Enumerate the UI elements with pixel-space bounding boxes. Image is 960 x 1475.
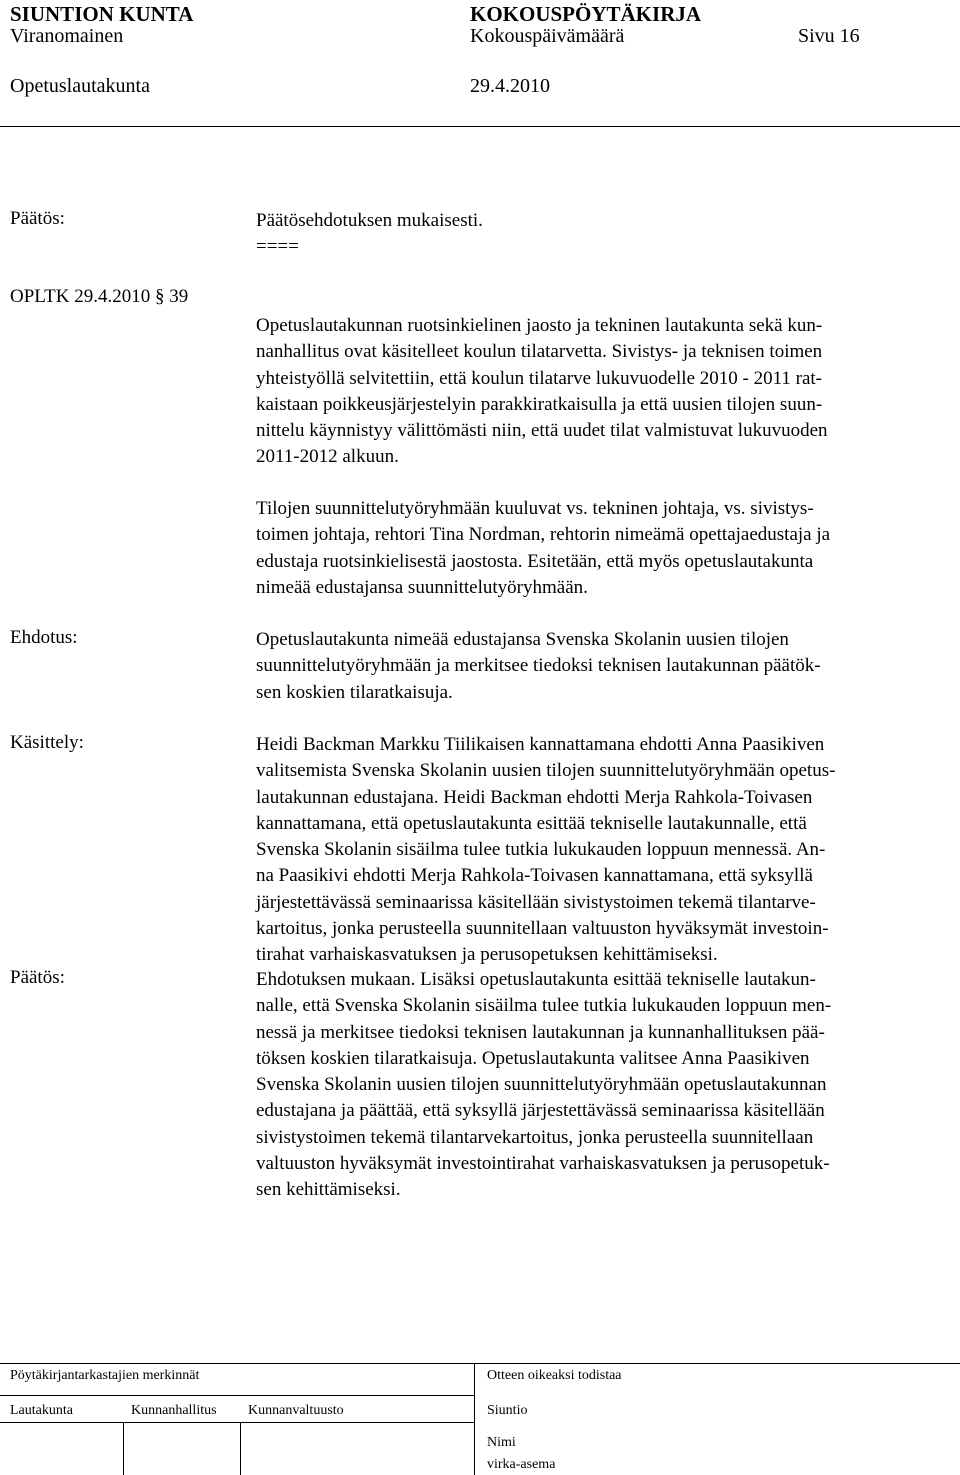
authority-label: Viranomainen	[10, 25, 124, 47]
text-line: sivistystoimen tekemä tilantarvekartoitus, jonka perusteella suunnitellaan	[256, 1126, 814, 1148]
proposal-text	[256, 627, 946, 706]
title-label: virka-asema	[487, 1457, 556, 1472]
text-line: Päätösehdotuksen mukaisesti.	[256, 210, 483, 231]
text-line: tirahat varhaiskasvatuksen ja perusopetuksen kehittämiseksi.	[256, 944, 718, 966]
working-group-paragraph	[256, 496, 946, 601]
text-line: järjestettävässä seminaarissa käsitellään sivistystoimen tekemä tilantarve-	[256, 891, 816, 913]
header-rule	[0, 126, 960, 127]
footer-top-rule	[0, 1363, 960, 1364]
text-line: lautakunnan edustajana. Heidi Backman ehdotti Merja Rahkola-Toivasen	[256, 786, 813, 808]
text-line: Ehdotuksen mukaan. Lisäksi opetuslautakunta esittää tekniselle lautakun-	[256, 969, 816, 990]
body-municipal-government: Kunnanhallitus	[131, 1403, 217, 1418]
final-decision-label: Päätös:	[10, 967, 65, 988]
handling-label: Käsittely:	[10, 732, 84, 753]
footer-col-rule-1	[123, 1422, 124, 1475]
text-line: nittelu käynnistyy välittömästi niin, että uudet tilat valmistuvat lukuvuoden	[256, 420, 828, 442]
text-line: Svenska Skolanin sisäilma tulee tutkia lukukauden loppuun mennessä. An-	[256, 839, 826, 861]
text-line: yhteistyöllä selvitettiin, että koulun tilatarve lukuvuodelle 2010 - 2011 rat-	[256, 367, 823, 389]
decision-text	[256, 208, 946, 261]
place-label: Siuntio	[487, 1403, 528, 1418]
text-line: edustajana ja päättää, että syksyllä järjestettävässä seminaarissa käsitellään	[256, 1100, 825, 1122]
text-line: kannattamana, että opetuslautakunta esittää tekniselle lautakunnalle, että	[256, 812, 807, 834]
section-reference: OPLTK 29.4.2010 § 39	[10, 286, 189, 307]
text-line: ====	[256, 236, 299, 258]
text-line: na Paasikivi ehdotti Merja Rahkola-Toivasen kannattamana, että syksyllä	[256, 865, 813, 887]
page-number: Sivu 16	[798, 25, 860, 47]
text-line: Opetuslautakunta nimeää edustajansa Svenska Skolanin uusien tilojen	[256, 629, 789, 650]
text-line: edustaja ruotsinkielisestä jaostosta. Esitetään, että myös opetuslautakunta	[256, 550, 814, 572]
text-line: toimen johtaja, rehtori Tina Nordman, rehtorin nimeämä opettajaedustaja ja	[256, 524, 831, 546]
footer-divider	[474, 1363, 475, 1475]
authority-name: Opetuslautakunta	[10, 75, 150, 97]
text-line: nalle, että Svenska Skolanin sisäilma tulee tutkia lukukauden loppuun men-	[256, 995, 832, 1017]
text-line: nimeää edustajansa suunnittelutyöryhmään.	[256, 576, 588, 598]
body-board: Lautakunta	[10, 1403, 73, 1418]
text-line: kaistaan poikkeusjärjestelyin parakkiratkaisulla ja että uusien tilojen suun-	[256, 393, 823, 415]
text-line: nessä ja merkitsee tiedoksi teknisen lautakunnan ja kunnanhallituksen pää-	[256, 1021, 825, 1043]
footer-col-rule-2	[240, 1422, 241, 1475]
text-line: Heidi Backman Markku Tiilikaisen kannattamana ehdotti Anna Paasikiven	[256, 734, 825, 755]
text-line: Tilojen suunnittelutyöryhmään kuuluvat vs. tekninen johtaja, vs. sivistys-	[256, 498, 814, 519]
body-municipal-council: Kunnanvaltuusto	[248, 1403, 344, 1418]
text-line: 2011-2012 alkuun.	[256, 446, 399, 468]
text-line: valtuuston hyväksymät investointirahat varhaiskasvatuksen ja perusopetuk-	[256, 1153, 830, 1175]
municipality-name: SIUNTION KUNTA	[10, 2, 194, 26]
background-paragraph	[256, 313, 946, 471]
meeting-date: 29.4.2010	[470, 75, 550, 97]
handling-text	[256, 732, 946, 969]
text-line: Svenska Skolanin uusien tilojen suunnittelutyöryhmään opetuslautakunnan	[256, 1074, 827, 1096]
decision-label: Päätös:	[10, 208, 65, 229]
certified-label: Otteen oikeaksi todistaa	[487, 1368, 622, 1383]
proposal-label: Ehdotus:	[10, 627, 78, 648]
text-line: Opetuslautakunnan ruotsinkielinen jaosto ja tekninen lautakunta sekä kun-	[256, 315, 823, 336]
text-line: töksen koskien tilaratkaisuja. Opetuslautakunta valitsee Anna Paasikiven	[256, 1047, 810, 1069]
text-line: sen kehittämiseksi.	[256, 1179, 401, 1201]
text-line: valitsemista Svenska Skolanin uusien tilojen suunnittelutyöryhmään opetus-	[256, 760, 836, 782]
text-line: sen koskien tilaratkaisuja.	[256, 681, 453, 703]
meeting-date-label: Kokouspäivämäärä	[470, 25, 625, 47]
text-line: nanhallitus ovat käsitelleet koulun tilatarvetta. Sivistys- ja teknisen toimen	[256, 341, 823, 363]
text-line: suunnittelutyöryhmään ja merkitsee tiedoksi teknisen lautakunnan päätök-	[256, 655, 821, 677]
final-decision-text	[256, 967, 946, 1204]
footer-lower-rule	[0, 1422, 474, 1423]
document-type: KOKOUSPÖYTÄKIRJA	[470, 2, 702, 26]
text-line: kartoitus, jonka perusteella suunnitellaan valtuuston hyväksymät investoin-	[256, 918, 829, 940]
name-label: Nimi	[487, 1435, 516, 1450]
footer-mid-rule	[0, 1395, 474, 1396]
checkers-label: Pöytäkirjantarkastajien merkinnät	[10, 1368, 200, 1383]
